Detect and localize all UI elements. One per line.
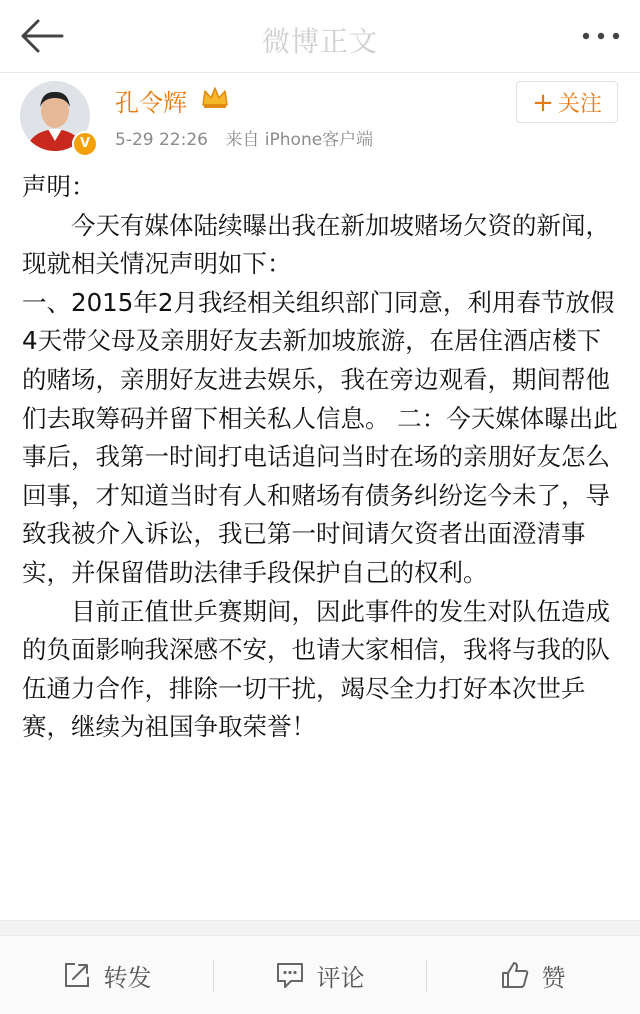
post-source: 来自 iPhone客户端 — [225, 130, 374, 150]
paragraph-details: 一、2015年2月我经相关组织部门同意，利用春节放假4天带父母及亲朋好友去新加坡旅游，在居住酒店楼下的赌场，亲朋好友进去娱乐，我在旁边观看，期间帮他们去取筹码并留下相关私人信息。 二：今天媒体曝出此事后，我第一时间打电话追问当时在场的亲朋好友怎么回事，才知道当时有人和赌场有债务纠纷迄今未了，导致我被介入诉讼，我已第一时间请欠资者出面澄清事实，并保留借助法律手段保护自己的权利。 — [22, 287, 618, 587]
author-name[interactable]: 孔令辉 — [115, 89, 187, 117]
paragraph-intro: 今天有媒体陆续曝出我在新加坡赌场欠资的新闻，现就相关情况声明如下： — [22, 210, 610, 279]
like-label: 赞 — [541, 963, 566, 992]
paragraph-closing: 目前正值世乒赛期间，因此事件的发生对队伍造成的负面影响我深感不安，也请大家相信，我将与我的队伍通力合作，排除一切干扰，竭尽全力打好本次世乒赛，继续为祖国争取荣誉！ — [22, 596, 610, 742]
top-navigation-bar — [0, 0, 640, 73]
post-meta — [115, 125, 385, 150]
action-bar — [0, 936, 640, 1014]
section-divider — [0, 920, 640, 936]
more-dots-icon[interactable] — [576, 16, 626, 56]
repost-label: 转发 — [103, 963, 152, 992]
repost-button[interactable] — [0, 936, 213, 1014]
plus-icon: + — [532, 88, 554, 118]
follow-button[interactable] — [516, 81, 618, 123]
like-button[interactable] — [426, 936, 639, 1014]
post-time: 5-29 22:26 — [115, 130, 208, 150]
comment-button[interactable] — [213, 936, 426, 1014]
crown-icon[interactable] — [200, 83, 230, 111]
paragraph-heading: 声明： — [22, 172, 96, 201]
comment-label: 评论 — [316, 963, 365, 992]
thumbs-up-icon — [500, 960, 530, 990]
verified-v-icon: V — [72, 131, 98, 157]
follow-label: 关注 — [557, 92, 602, 117]
post-header — [0, 73, 640, 161]
post-body — [22, 168, 618, 747]
repost-icon — [62, 960, 92, 990]
comment-icon — [275, 960, 305, 990]
page-title: 微博正文 — [261, 25, 378, 58]
